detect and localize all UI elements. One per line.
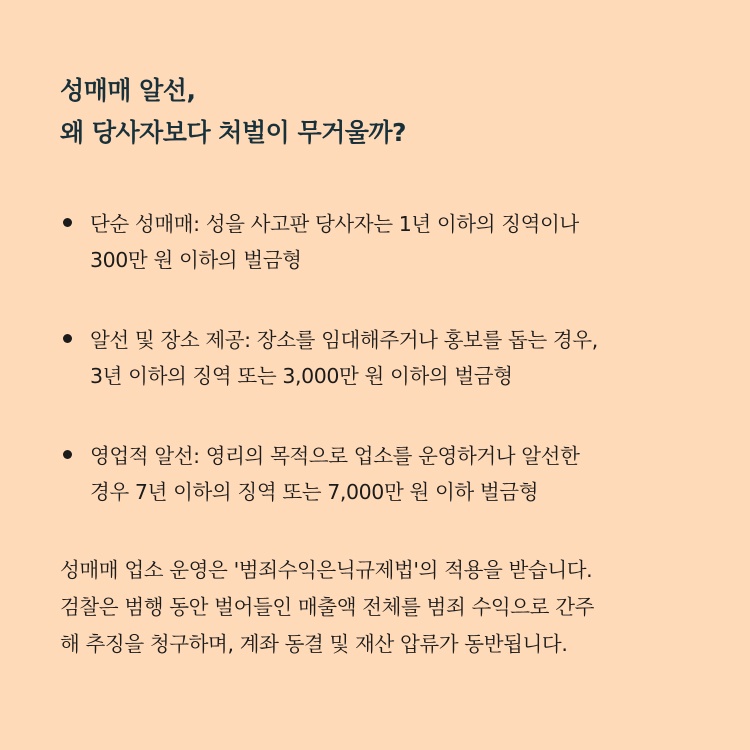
bullet-dot-icon bbox=[63, 218, 72, 227]
list-item-text-line-2: 경우 7년 이하의 징역 또는 7,000만 원 이하 벌금형 bbox=[90, 480, 539, 504]
footer-line-2: 검찰은 범행 동안 벌어들인 매출액 전체를 범죄 수익으로 간주 bbox=[60, 595, 595, 619]
list-item-text-line-1: 알선 및 장소 제공: 장소를 임대해주거나 홍보를 돕는 경우, bbox=[90, 328, 598, 352]
list-item-mediation-place bbox=[60, 322, 690, 394]
title-line-1: 성매매 알선, bbox=[60, 76, 196, 105]
list-item-text-line-2: 300만 원 이하의 벌금형 bbox=[90, 248, 302, 272]
footer-line-1: 성매매 업소 운영은 '범죄수익은닉규제법'의 적용을 받습니다. bbox=[60, 558, 593, 582]
list-item-text-line-2: 3년 이하의 징역 또는 3,000만 원 이하의 벌금형 bbox=[90, 364, 513, 388]
page-title bbox=[60, 70, 690, 154]
footer-paragraph bbox=[60, 552, 690, 663]
penalty-list bbox=[60, 206, 690, 510]
list-item-text-line-1: 단순 성매매: 성을 사고판 당사자는 1년 이하의 징역이나 bbox=[90, 212, 579, 236]
bullet-dot-icon bbox=[63, 334, 72, 343]
list-item-simple-prostitution bbox=[60, 206, 690, 278]
list-item-text-line-1: 영업적 알선: 영리의 목적으로 업소를 운영하거나 알선한 bbox=[90, 444, 580, 468]
footer-line-3: 해 추징을 청구하며, 계좌 동결 및 재산 압류가 동반됩니다. bbox=[60, 632, 568, 656]
list-item-commercial-mediation bbox=[60, 438, 690, 510]
title-line-2: 왜 당사자보다 처벌이 무거울까? bbox=[60, 118, 407, 147]
bullet-dot-icon bbox=[63, 450, 72, 459]
